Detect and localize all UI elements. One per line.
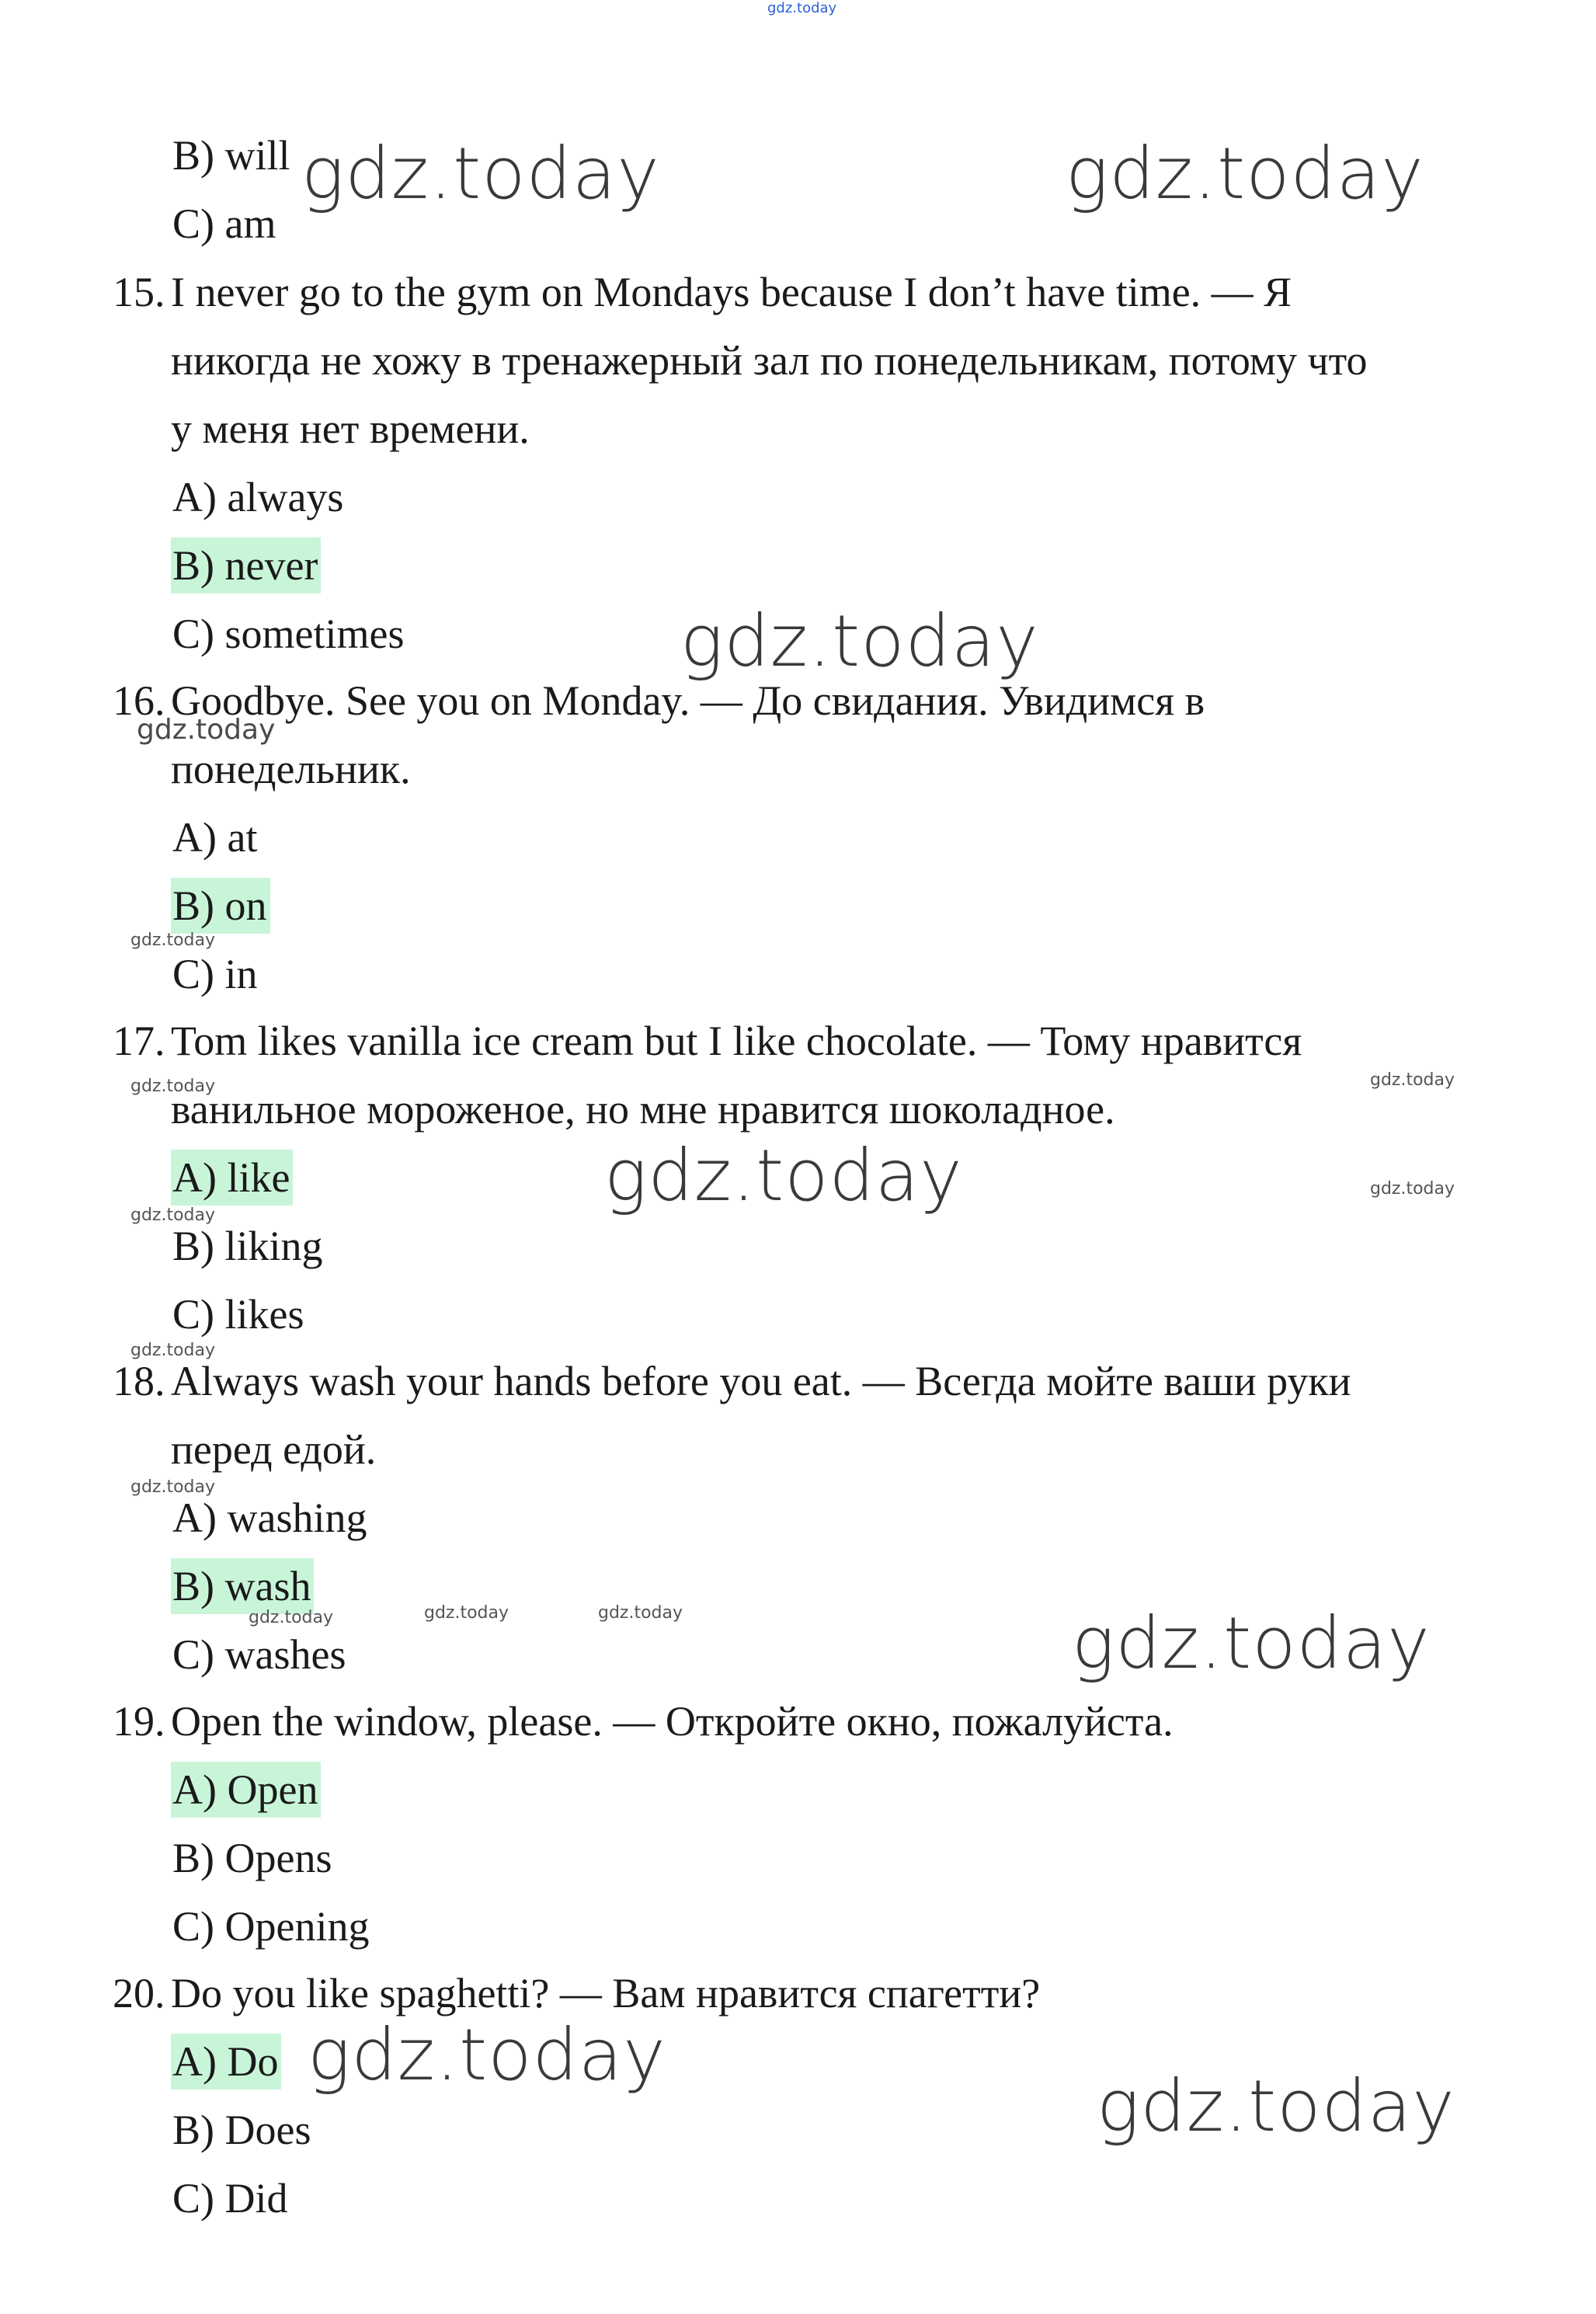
watermark: gdz.today bbox=[130, 1477, 216, 1497]
answer-option: B) liking bbox=[172, 1223, 323, 1269]
answer-option: C) washes bbox=[172, 1631, 346, 1678]
question-number: 18. bbox=[113, 1358, 165, 1404]
watermark: gdz.today bbox=[137, 714, 276, 746]
answer-option: C) Did bbox=[172, 2175, 288, 2222]
answer-option: A) always bbox=[172, 474, 344, 520]
answer-option-correct: B) never bbox=[171, 538, 321, 593]
question-text-line: Goodbye. See you on Monday. — До свидания. Увидимся в bbox=[171, 677, 1205, 724]
answer-option-correct: B) on bbox=[171, 878, 270, 934]
question-text-line: понедельник. bbox=[171, 746, 411, 792]
watermark: gdz.today bbox=[598, 1603, 683, 1623]
top-watermark: gdz.today bbox=[767, 0, 837, 16]
watermark: gdz.today bbox=[308, 2013, 666, 2097]
answer-option: B) Opens bbox=[172, 1835, 332, 1881]
answer-option-correct: A) like bbox=[171, 1150, 293, 1206]
watermark: gdz.today bbox=[1370, 1179, 1455, 1199]
answer-option: C) sometimes bbox=[172, 611, 405, 657]
watermark: gdz.today bbox=[680, 600, 1039, 683]
watermark: gdz.today bbox=[301, 132, 660, 215]
answer-option: C) likes bbox=[172, 1291, 304, 1338]
question-text-line: перед едой. bbox=[171, 1426, 377, 1473]
watermark: gdz.today bbox=[1072, 1602, 1431, 1685]
option-prev-b: B) will bbox=[172, 132, 290, 179]
answer-option: A) washing bbox=[172, 1495, 367, 1541]
question-number: 17. bbox=[113, 1018, 165, 1064]
question-text-line: Open the window, please. — Откройте окно, пожалуйста. bbox=[171, 1698, 1174, 1745]
question-number: 19. bbox=[113, 1698, 165, 1745]
question-number: 15. bbox=[113, 269, 165, 315]
answer-option: C) Opening bbox=[172, 1903, 370, 1950]
question-number: 16. bbox=[113, 677, 165, 724]
watermark: gdz.today bbox=[249, 1608, 334, 1627]
watermark: gdz.today bbox=[1370, 1070, 1455, 1090]
question-text-line: ванильное мороженое, но мне нравится шоколадное. bbox=[171, 1086, 1115, 1133]
watermark: gdz.today bbox=[130, 1206, 216, 1225]
answer-option: B) Does bbox=[172, 2107, 311, 2153]
question-text-line: никогда не хожу в тренажерный зал по понедельникам, потому что bbox=[171, 337, 1368, 384]
watermark: gdz.today bbox=[130, 931, 216, 950]
question-text-line: Tom likes vanilla ice cream but I like chocolate. — Тому нравится bbox=[171, 1018, 1302, 1064]
option-prev-c: C) am bbox=[172, 200, 276, 247]
question-text-line: Do you like spaghetti? — Вам нравится спагетти? bbox=[171, 1970, 1041, 2016]
watermark: gdz.today bbox=[424, 1603, 509, 1623]
answer-option: C) in bbox=[172, 951, 258, 997]
watermark: gdz.today bbox=[1097, 2065, 1455, 2148]
watermark: gdz.today bbox=[604, 1134, 963, 1217]
answer-option-correct: A) Do bbox=[171, 2034, 281, 2090]
answer-option-correct: A) Open bbox=[171, 1762, 321, 1818]
watermark: gdz.today bbox=[130, 1077, 216, 1096]
question-number: 20. bbox=[113, 1970, 165, 2016]
question-text-line: I never go to the gym on Mondays because I don’t have time. — Я bbox=[171, 269, 1292, 315]
watermark: gdz.today bbox=[130, 1341, 216, 1360]
watermark: gdz.today bbox=[1066, 132, 1424, 215]
question-text-line: Always wash your hands before you eat. — Всегда мойте ваши руки bbox=[171, 1358, 1351, 1404]
answer-option-correct: B) wash bbox=[171, 1558, 314, 1614]
answer-option: A) at bbox=[172, 814, 258, 861]
question-text-line: у меня нет времени. bbox=[171, 405, 530, 452]
